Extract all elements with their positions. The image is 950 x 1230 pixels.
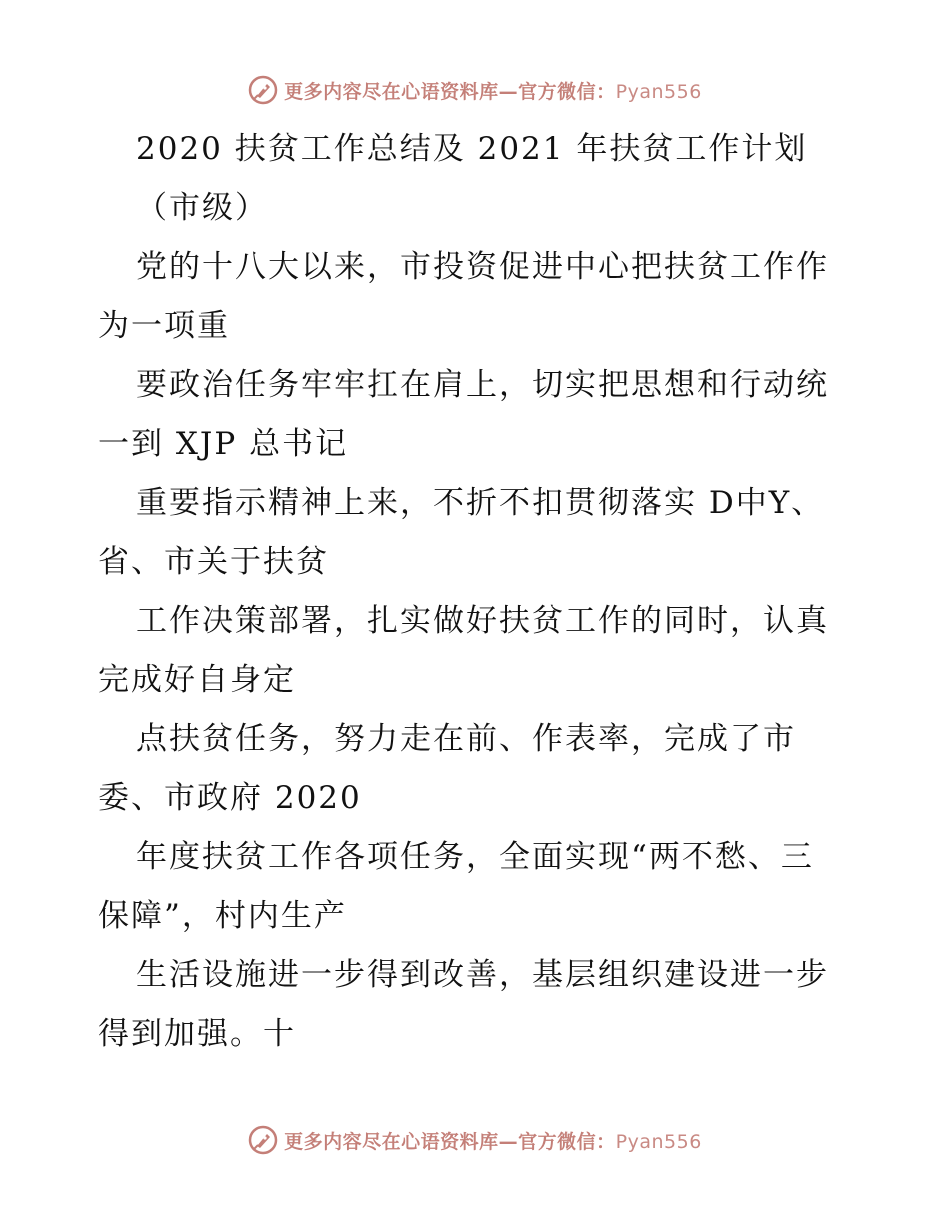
footer-watermark-banner bbox=[0, 1120, 950, 1160]
pen-nib-logo-icon bbox=[248, 75, 278, 105]
paragraph-line: 重要指示精神上来，不折不扣贯彻落实 D中Y、 bbox=[136, 485, 825, 521]
paragraph-line: 得到加强。十 bbox=[98, 1016, 296, 1052]
paragraph-line: 党的十八大以来，市投资促进中心把扶贫工作作 bbox=[136, 249, 829, 285]
header-watermark-text: 更多内容尽在心语资料库—官方微信：Pyan556 bbox=[284, 80, 702, 103]
footer-watermark-text: 更多内容尽在心语资料库—官方微信：Pyan556 bbox=[284, 1130, 702, 1153]
paragraph-line: 年度扶贫工作各项任务，全面实现“两不愁、三 bbox=[136, 839, 814, 875]
paragraph-line: 生活设施进一步得到改善，基层组织建设进一步 bbox=[136, 957, 829, 993]
paragraph-line: 委、市政府 2020 bbox=[98, 780, 362, 816]
document-subtitle: （市级） bbox=[136, 190, 268, 226]
paragraph-line: 完成好自身定 bbox=[98, 662, 296, 698]
paragraph-line: 省、市关于扶贫 bbox=[98, 544, 329, 580]
header-watermark-banner bbox=[0, 70, 950, 110]
paragraph-line: 保障”，村内生产 bbox=[98, 898, 347, 934]
document-body bbox=[98, 120, 858, 1064]
document-title: 2020 扶贫工作总结及 2021 年扶贫工作计划 bbox=[136, 131, 808, 167]
paragraph-line: 为一项重 bbox=[98, 308, 230, 344]
paragraph-line: 点扶贫任务，努力走在前、作表率，完成了市 bbox=[136, 721, 796, 757]
paragraph-line: 一到 XJP 总书记 bbox=[98, 426, 349, 462]
pen-nib-logo-icon bbox=[248, 1125, 278, 1155]
paragraph-line: 工作决策部署，扎实做好扶贫工作的同时，认真 bbox=[136, 603, 829, 639]
paragraph-line: 要政治任务牢牢扛在肩上，切实把思想和行动统 bbox=[136, 367, 829, 403]
